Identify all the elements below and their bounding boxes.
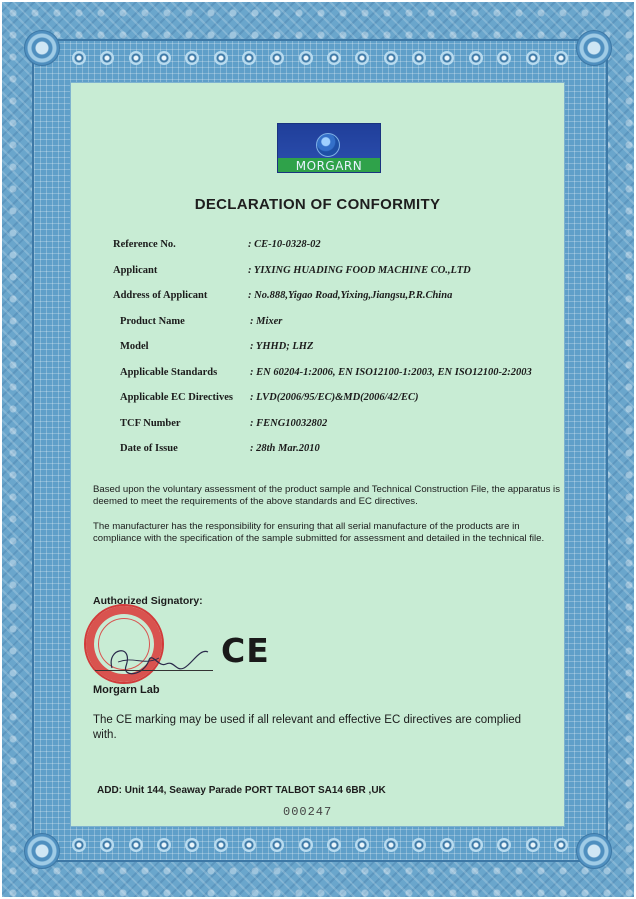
logo-text: MORGARN [295,159,363,173]
field-value: : CE-10-0328-02 [248,239,321,250]
corner-rosette-icon [24,833,60,869]
field-model [113,341,553,367]
certificate-body [70,82,565,827]
field-label: Applicable EC Directives [120,392,233,403]
field-ec-directives [113,392,553,418]
organization-name: Morgarn Lab [93,684,160,696]
field-value: : YIXING HUADING FOOD MACHINE CO.,LTD [248,264,471,276]
document-title: DECLARATION OF CONFORMITY [194,196,441,213]
field-label: Date of Issue [120,443,178,454]
field-value: : EN 60204-1:2006, EN ISO12100-1:2003, EN ISO12100-2:2003 [250,366,532,378]
field-tcf-number [113,418,553,444]
field-address [113,290,553,316]
certificate-fields [113,239,553,469]
certificate-border [2,2,634,897]
morgarn-logo [277,123,381,173]
field-reference-no [113,239,553,265]
field-applicant [113,265,553,291]
field-value: : 28th Mar.2010 [250,443,320,454]
corner-rosette-icon [576,30,612,66]
field-label: Model [120,341,149,352]
corner-rosette-icon [576,833,612,869]
handwritten-signature [104,638,214,683]
field-label: Address of Applicant [113,290,208,301]
assessment-paragraph: Based upon the voluntary assessment of the product sample and Technical Construction File, the apparatus is deemed to meet the requirements of the above standards and EC directives. [93,484,560,507]
top-rosette-row [72,47,568,69]
bottom-rosette-row [72,834,568,856]
field-value: : Mixer [250,315,283,327]
ce-marking-note: The CE marking may be used if all relevant and effective EC directives are complied with. [93,714,522,741]
field-date-of-issue [113,443,553,469]
lab-address: ADD: Unit 144, Seaway Parade PORT TALBOT SA14 6BR ,UK [97,785,386,796]
field-value: : FENG10032802 [250,417,328,429]
signature-line [95,670,213,671]
ce-mark-icon: CE [221,631,270,670]
signatory-label: Authorized Signatory: [93,595,203,607]
field-product-name [113,316,553,342]
field-value: : No.888,Yigao Road,Yixing,Jiangsu,P.R.China [248,290,453,301]
field-label: Reference No. [113,239,176,250]
field-applicable-standards [113,367,553,393]
responsibility-paragraph: The manufacturer has the responsibility for ensuring that all serial manufacture of the products are in compliance with the specification of the sample submitted for assessment and detailed in the technical file. [93,521,545,544]
globe-icon [316,133,340,157]
field-label: Applicant [113,264,158,276]
corner-rosette-icon [24,30,60,66]
field-value: : YHHD; LHZ [250,341,314,352]
field-value: : LVD(2006/95/EC)&MD(2006/42/EC) [250,392,419,403]
field-label: TCF Number [120,417,181,429]
field-label: Product Name [120,315,185,327]
serial-number: 000247 [283,805,333,819]
field-label: Applicable Standards [120,366,218,378]
